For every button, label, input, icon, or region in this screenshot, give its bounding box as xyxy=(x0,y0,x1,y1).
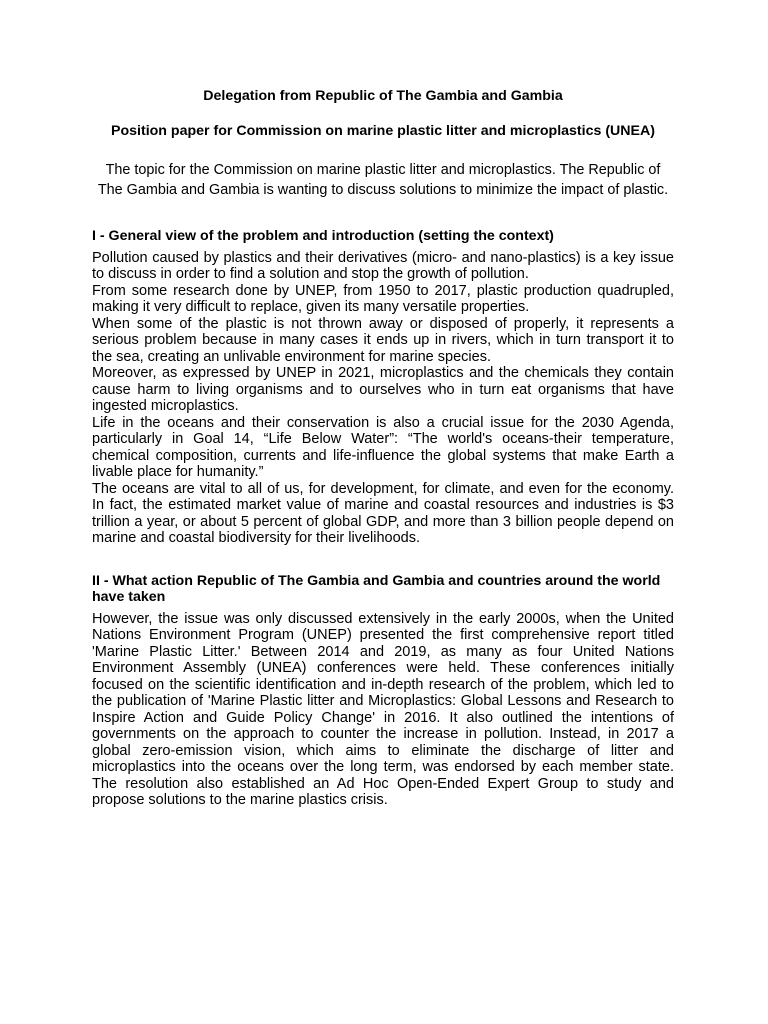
intro-paragraph: The topic for the Commission on marine plastic litter and microplastics. The Republic of The Gambia and Gambia is wanting to discuss solutions to minimize the impact of plastic. xyxy=(97,162,669,198)
paragraph: Pollution caused by plastics and their derivatives (micro- and nano-plastics) is a key issue to discuss in order to find a solution and stop the growth of pollution. xyxy=(92,249,674,283)
section-general-view xyxy=(92,228,674,547)
paragraph: Life in the oceans and their conservation is also a crucial issue for the 2030 Agenda, particularly in Goal 14, “Life Below Water”: “The world's oceans-their temperature, chemical composition, currents and life-influence the global systems that make Earth a livable place for humanity.” xyxy=(92,414,674,481)
section-body xyxy=(92,250,674,547)
paragraph: The oceans are vital to all of us, for development, for climate, and even for the economy. In fact, the estimated market value of marine and coastal resources and industries is $3 trillion a year, or about 5 percent of global GDP, and more than 3 billion people depend on marine and coastal biodiversity for their livelihoods. xyxy=(92,480,674,547)
paragraph: From some research done by UNEP, from 1950 to 2017, plastic production quadrupled, making it very difficult to replace, given its many versatile properties. xyxy=(92,282,674,316)
document-page xyxy=(92,88,674,809)
section-heading: I - General view of the problem and introduction (setting the context) xyxy=(92,228,554,245)
section-actions-taken xyxy=(92,573,674,809)
document-title: Delegation from Republic of The Gambia and Gambia xyxy=(203,88,563,104)
paragraph: When some of the plastic is not thrown away or disposed of properly, it represents a serious problem because in many cases it ends up in rivers, which in turn transport it to the sea, creating an unlivable environment for marine species. xyxy=(92,315,674,365)
paragraph: Moreover, as expressed by UNEP in 2021, microplastics and the chemicals they contain cause harm to living organisms and to ourselves who in turn eat organisms that have ingested microplastics. xyxy=(92,365,674,415)
section-heading: II - What action Republic of The Gambia and Gambia and countries around the world have taken xyxy=(92,572,661,606)
section-body xyxy=(92,611,674,809)
paragraph: However, the issue was only discussed extensively in the early 2000s, when the United Nations Environment Program (UNEP) presented the first comprehensive report titled 'Marine Plastic Litter.' Between 2014 and 2019, as many as four United Nations Environment Assembly (UNEA) conferences were held. These conferences initially focused on the scientific identification and in-depth research of the problem, which led to the publication of 'Marine Plastic litter and Microplastics: Global Lessons and Research to Inspire Action and Guide Policy Change' in 2016. It also outlined the intentions of governments on the approach to counter the increase in pollution. Instead, in 2017 a global zero-emission vision, which aims to eliminate the discharge of litter and microplastics into the oceans over the long term, was endorsed by each member state. The resolution also established an Ad Hoc Open-Ended Expert Group to study and propose solutions to the marine plastics crisis. xyxy=(92,610,674,809)
document-subtitle: Position paper for Commission on marine plastic litter and microplastics (UNEA) xyxy=(111,123,655,139)
